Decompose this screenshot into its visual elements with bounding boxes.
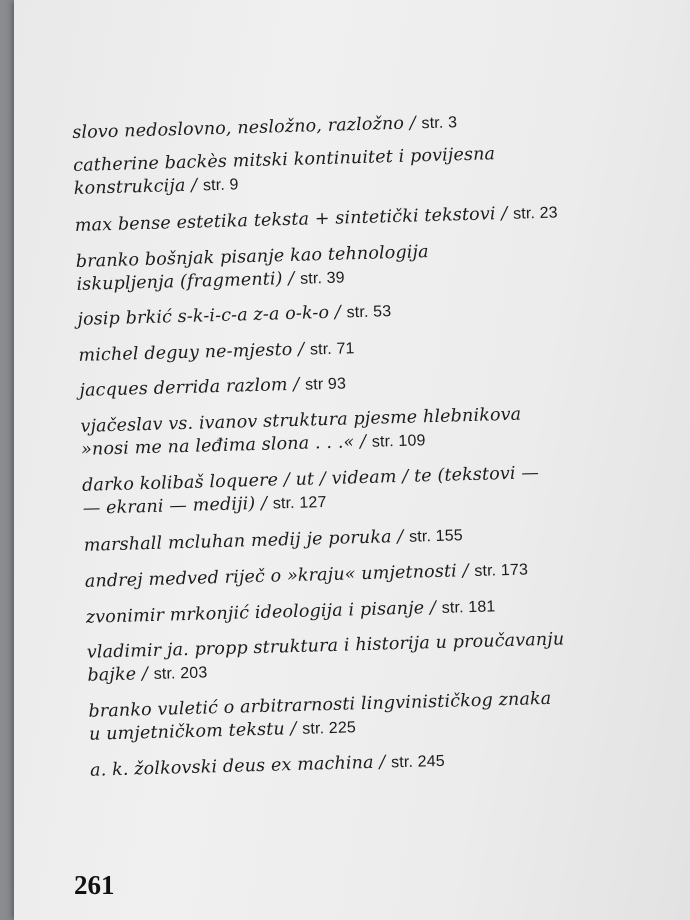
toc-entry xyxy=(84,518,684,558)
toc-entry-page: str. 53 xyxy=(346,303,392,322)
toc-entry-text: max bense estetika teksta + sintetički tekstovi / xyxy=(74,203,508,236)
toc-entry-page: str. 23 xyxy=(512,204,558,223)
toc-entry-line xyxy=(85,554,685,594)
toc-entry-page: str. 39 xyxy=(299,269,345,288)
toc-entry-page: str. 9 xyxy=(202,176,239,195)
toc-entry xyxy=(72,105,672,145)
toc-entry-line xyxy=(79,363,679,403)
toc-entry-text: darko kolibaš loquere / ut / videam / te (tekstovi — xyxy=(81,463,540,496)
toc-entry-text: marshall mcluhan medij je poruka / xyxy=(83,526,404,556)
toc-entry-text: vladimir ja. propp struktura i historija u proučavanju xyxy=(86,629,565,663)
toc-entry-line xyxy=(90,743,690,783)
toc-entry xyxy=(88,684,689,747)
book-page xyxy=(14,0,690,920)
toc-entry-text: catherine backès mitski kontinuitet i povijesna xyxy=(72,144,496,176)
toc-entry-line xyxy=(72,105,672,145)
toc-entry-page: str. 245 xyxy=(390,752,446,772)
toc-entry-text: zvonimir mrkonjić ideologija i pisanje / xyxy=(85,598,437,628)
toc-entry-page: str. 225 xyxy=(302,719,357,738)
toc-entry xyxy=(78,328,678,368)
toc-entry xyxy=(76,234,677,297)
toc-entry xyxy=(77,292,677,332)
toc-entry-text: u umjetničkom tekstu / xyxy=(88,718,297,745)
toc-entry-page: str 93 xyxy=(304,375,347,394)
toc-entry-line xyxy=(75,198,675,238)
toc-entry-text: »nosi me na leđima slona . . .« / xyxy=(80,431,367,460)
toc-entry-text: jacques derrida razlom / xyxy=(79,374,300,401)
toc-entry-line xyxy=(77,292,677,332)
toc-entry xyxy=(85,554,685,594)
toc-entry-text: a. k. žolkovski deus ex machina / xyxy=(89,752,386,781)
toc-entry xyxy=(73,138,674,201)
toc-entry-page: str. 71 xyxy=(309,340,355,359)
toc-entry xyxy=(75,198,675,238)
toc-entry xyxy=(80,399,681,462)
toc-entry-text: vjačeslav vs. ivanov struktura pjesme hlebnikova xyxy=(80,404,522,437)
toc-entry-page: str. 155 xyxy=(408,527,464,546)
toc-entry-line xyxy=(78,328,678,368)
toc-entry-line xyxy=(84,518,684,558)
table-of-contents xyxy=(72,105,690,782)
page-number: 261 xyxy=(74,870,115,900)
toc-entry xyxy=(90,743,690,783)
toc-entry-text: konstrukcija / xyxy=(73,175,198,199)
toc-entry-text: slovo nedoslovno, nesložno, razložno / xyxy=(72,113,417,143)
toc-entry-page: str. 203 xyxy=(153,664,208,683)
toc-entry-page: str. 109 xyxy=(371,432,426,451)
toc-entry xyxy=(79,363,679,403)
toc-entry-page: str. 181 xyxy=(441,598,496,617)
toc-entry-text: iskupljenja (fragmenti) / xyxy=(76,268,295,295)
toc-entry-page: str. 3 xyxy=(421,114,458,133)
toc-entry xyxy=(82,458,683,521)
toc-entry xyxy=(87,625,688,688)
toc-entry-page: str. 173 xyxy=(474,561,529,580)
toc-entry-text: michel deguy ne-mjesto / xyxy=(78,339,305,366)
toc-entry xyxy=(86,590,686,630)
toc-entry-text: bajke / xyxy=(87,664,149,686)
toc-entry-text: josip brkić s-k-i-c-a z-a o-k-o / xyxy=(77,302,342,330)
toc-entry-text: andrej medved riječ o »kraju« umjetnosti / xyxy=(84,561,469,592)
toc-entry-text: — ekrani — mediji) / xyxy=(82,493,268,519)
toc-entry-text: branko bošnjak pisanje kao tehnologija xyxy=(75,242,429,272)
toc-entry-line xyxy=(86,590,686,630)
toc-entry-page: str. 127 xyxy=(272,494,327,513)
toc-entry-text: branko vuletić o arbitrarnosti lingvinističkog znaka xyxy=(88,688,552,722)
